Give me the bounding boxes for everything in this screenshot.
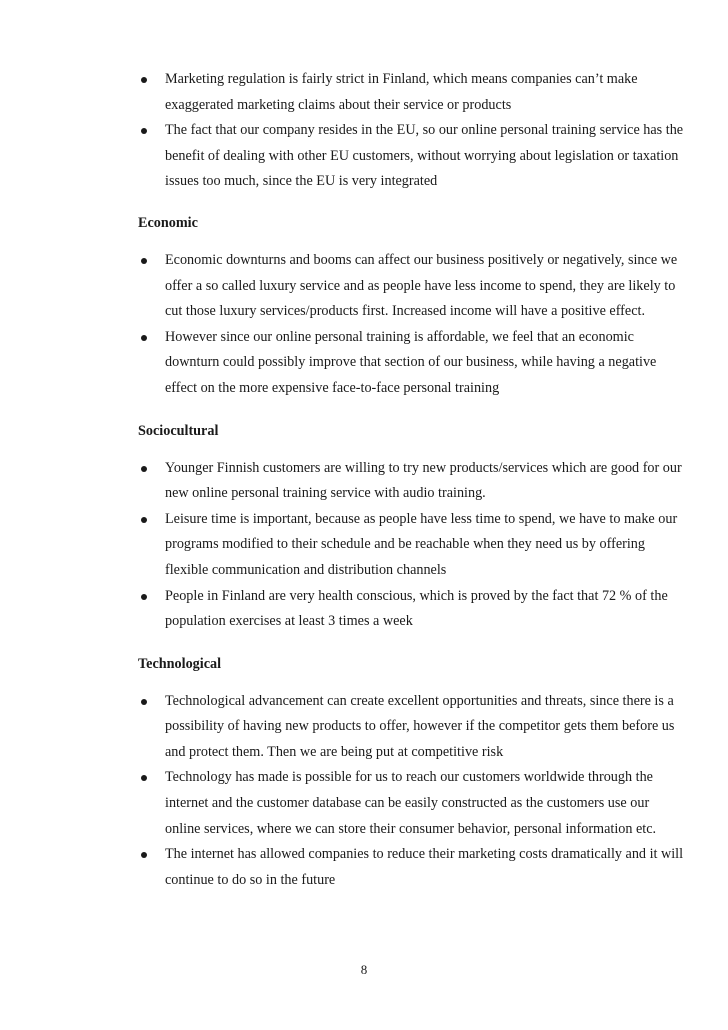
list-item-text: The internet has allowed companies to reduce their marketing costs dramatically and it will continue to do so in the future — [165, 846, 684, 888]
bullet-icon — [141, 699, 147, 705]
technological-bullet-list — [138, 689, 686, 894]
list-item — [138, 248, 686, 325]
bullet-icon — [141, 466, 147, 472]
bullet-icon — [141, 517, 147, 523]
bullet-icon — [141, 258, 147, 264]
list-item — [138, 689, 686, 766]
bullet-icon — [141, 77, 147, 83]
list-item — [138, 842, 686, 893]
section-heading-economic: Economic — [138, 214, 198, 231]
bullet-icon — [141, 852, 147, 858]
bullet-icon — [141, 775, 147, 781]
bullet-icon — [141, 594, 147, 600]
list-item-text: Marketing regulation is fairly strict in Finland, which means companies can’t make exaggerated marketing claims about their service or products — [165, 71, 638, 113]
list-item — [138, 507, 686, 584]
bullet-icon — [141, 128, 147, 134]
list-item — [138, 118, 686, 195]
list-item-text: Leisure time is important, because as people have less time to spend, we have to make our programs modified to their schedule and be reachable when they need us by offering flexible communication and distribution channels — [165, 510, 678, 578]
list-item — [138, 456, 686, 507]
list-item-text: However since our online personal training is affordable, we feel that an economic downturn could possibly improve that section of our business, while having a negative effect on the more expensive face-to-face personal training — [165, 328, 657, 396]
economic-bullet-list — [138, 248, 686, 402]
list-item-text: Younger Finnish customers are willing to try new products/services which are good for our new online personal training service with audio training. — [165, 459, 682, 502]
list-item-text: Technology has made is possible for us to reach our customers worldwide through the internet and the customer database can be easily constructed as the customers use our online services, where we can store their consumer behavior, personal information etc. — [165, 769, 657, 837]
list-item — [138, 325, 686, 402]
bullet-icon — [141, 335, 147, 341]
document-content — [138, 67, 686, 893]
list-item — [138, 765, 686, 842]
list-item-text: People in Finland are very health conscious, which is proved by the fact that 72 % of the population exercises at least 3 times a week — [165, 587, 668, 630]
list-item — [138, 67, 686, 118]
political-bullet-list — [138, 67, 686, 195]
sociocultural-bullet-list — [138, 456, 686, 635]
section-heading-technological: Technological — [138, 655, 222, 672]
page-number: 8 — [360, 962, 368, 977]
section-heading-sociocultural: Sociocultural — [138, 422, 219, 439]
list-item-text: Economic downturns and booms can affect our business positively or negatively, since we offer a so called luxury service and as people have less income to spend, they are likely to cut those luxury services/products first. Increased income will have a positive effect. — [165, 251, 678, 320]
list-item-text: Technological advancement can create excellent opportunities and threats, since there is a possibility of having new products to offer, however if the competitor gets them before us and protect them. Then we are being put at competitive risk — [165, 692, 675, 760]
list-item-text: The fact that our company resides in the EU, so our online personal training service has the benefit of dealing with other EU customers, without worrying about legislation or taxation issues too much, since the EU is very integrated — [165, 122, 684, 190]
list-item — [138, 584, 686, 635]
